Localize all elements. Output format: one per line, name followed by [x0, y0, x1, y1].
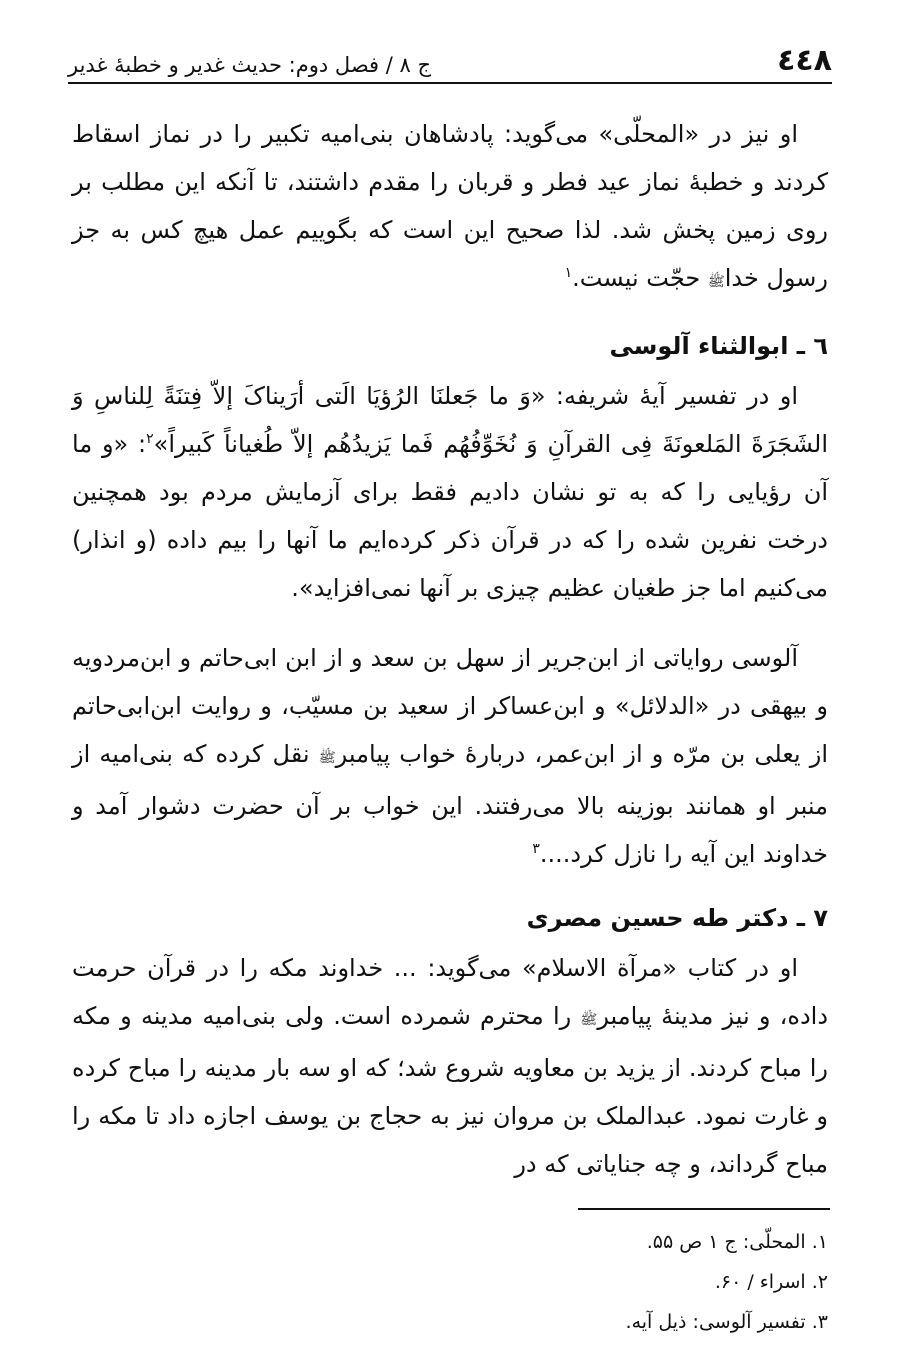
paragraph-3-end: نقل کرده که بنی‌امیه از منبر او همانند بوزینه بالا می‌رفتند. این خواب بر آن حضرت دشوار آمد و خداوند این آیه را نازل کرد.... — [72, 740, 828, 868]
running-title: ج ۸ / فصل دوم: حدیث غدیر و خطبهٔ غدیر — [68, 53, 432, 77]
paragraph-4-end: را محترم شمرده است. ولی بنی‌امیه مدینه و مکه را مباح کردند. از یزید بن معاویه شروع شد؛ که او سه بار مدینه را مباح کرده و غارت نمود. عبدالملک بن مروان نیز به حجاج بن یوسف اجازه داد تا مکه را مباح گرداند، و چه جنایاتی که در — [72, 1002, 828, 1178]
footnote-ref-1[interactable]: ۱ — [564, 265, 573, 281]
footnote-divider — [578, 1208, 830, 1210]
footnote-ref-3[interactable]: ۳ — [532, 841, 540, 857]
paragraph-3 — [72, 634, 828, 878]
salawat-glyph: ﷺ — [580, 1012, 598, 1028]
paragraph-4 — [72, 944, 828, 1188]
paragraph-2-end: : «و ما آن رؤیایی را که به تو نشان دادیم فقط برای آزمایش مردم بود همچنین درخت نفرین شده را که در قرآن ذکر کرده‌ایم ما آنها را بیم داده (و انذار) می‌کنیم اما جز طغیان عظیم چیزی بر آنها نمی‌افزاید». — [72, 430, 828, 602]
paragraph-3-text: آلوسی روایاتی از ابن‌جریر از سهل بن سعد و از ابن ابی‌حاتم و ابن‌مردویه و بیهقی در «الدلائل» و ابن‌عساکر از سعید بن مسیّب، و روایت ابن‌ابی‌حاتم از یعلی بن مرّه و از ابن‌عمر، دربارهٔ خواب پیامبر — [72, 644, 828, 768]
page-header — [68, 38, 832, 84]
footnote-2: ۲. اسراء / ۶۰. — [714, 1271, 828, 1293]
footnote-ref-2[interactable]: ۲ — [146, 431, 154, 447]
page-number: ٤٤٨ — [777, 43, 832, 78]
section-heading-6: ٦ ـ ابوالثناء آلوسی — [609, 332, 828, 360]
footnote-1: ۱. المحلّی: ج ۱ ص ۵۵. — [646, 1231, 828, 1253]
salawat-glyph: ﷺ — [318, 750, 336, 766]
paragraph-2 — [72, 372, 828, 612]
paragraph-1 — [72, 110, 828, 306]
section-heading-7: ۷ ـ دکتر طه حسین مصری — [526, 904, 828, 932]
paragraph-1-text: او نیز در «المحلّی» می‌گوید: پادشاهان بنی‌امیه تکبیر را در نماز اسقاط کردند و خطبهٔ نماز عید فطر و قربان را مقدم داشتند، تا آنکه این مطلب بر روی زمین پخش شد. لذا صحیح این است که بگوییم عمل هیچ کس به جز رسول خدا — [72, 120, 828, 292]
paragraph-4-text: او در کتاب «مرآة الاسلام» می‌گوید: ... خداوند مکه را در قرآن حرمت داده، و نیز مدینهٔ پیامبر — [72, 954, 829, 1030]
paragraph-1-end: حجّت نیست. — [572, 264, 708, 292]
paragraph-2-text: او در تفسیر آیهٔ شریفه: «وَ ما جَعلنَا الرُؤیَا الَتی أرَیناکَ إلاّ فِتنَةً لِلناسِ وَ الشَجَرَةَ المَلعونَةَ فِی القرآنِ وَ نُخَوِّفُهُم فَما یَزیدُهُم إلاّ طُغیاناً کَبیراً» — [72, 382, 828, 458]
footnote-3: ۳. تفسیر آلوسی: ذیل آیه. — [625, 1311, 828, 1333]
page-body — [72, 110, 828, 1188]
salawat-glyph: ﷺ — [707, 274, 725, 290]
footnotes — [72, 1222, 828, 1342]
